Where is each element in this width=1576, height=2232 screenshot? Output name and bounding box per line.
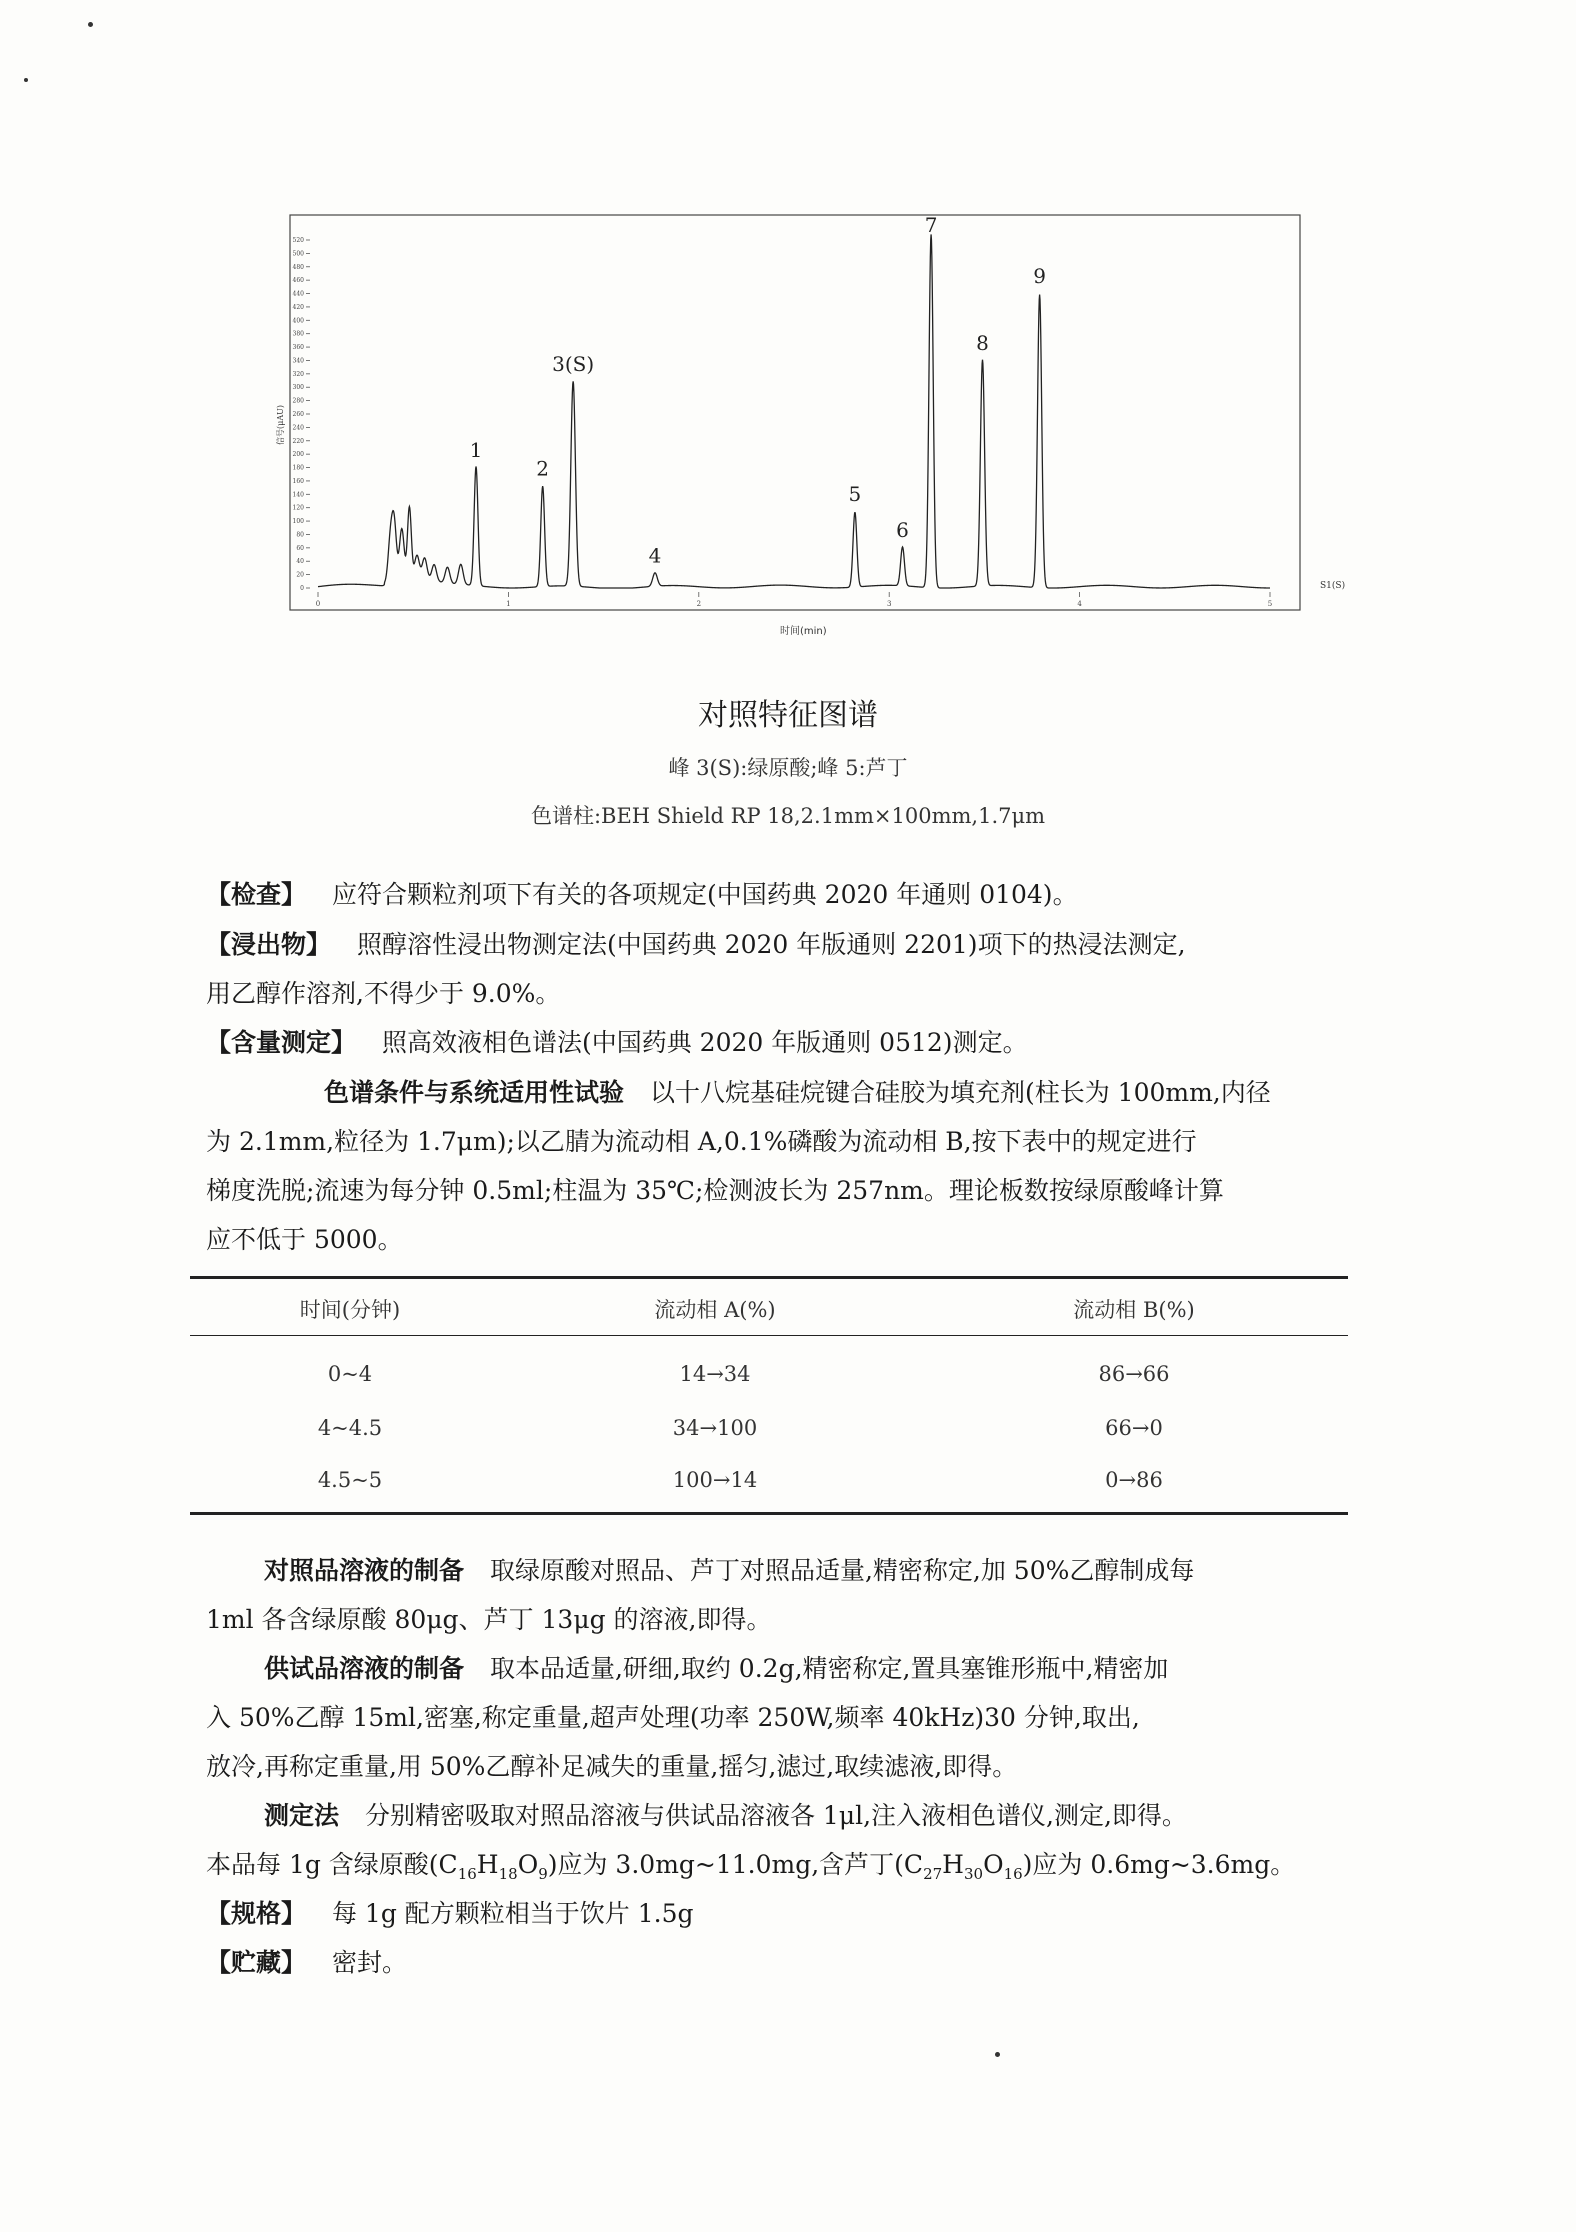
peak-labels	[470, 213, 1046, 568]
method-heading: 测定法	[264, 1801, 340, 1830]
peak-label: 6	[896, 518, 909, 543]
x-tick-label: 5	[1267, 600, 1273, 608]
y-tick-label: 240	[292, 424, 304, 432]
conditions-text-4: 应不低于 5000。	[206, 1225, 403, 1254]
check-text: 应符合颗粒剂项下有关的各项规定(中国药典 2020 年通则 0104)。	[331, 880, 1078, 909]
trace-label: S1(S)	[1320, 581, 1346, 591]
table-row	[190, 1402, 1348, 1454]
y-tick-label: 460	[292, 277, 304, 285]
y-tick-label: 500	[292, 250, 304, 258]
y-tick-label: 340	[292, 357, 304, 365]
storage-heading: 【贮藏】	[206, 1948, 307, 1977]
y-tick-label: 400	[292, 317, 304, 325]
y-tick-label: 80	[296, 531, 304, 539]
scan-speck	[995, 2052, 1000, 2057]
section-assay	[206, 1018, 1356, 1067]
scan-speck	[88, 22, 93, 27]
assay-heading: 【含量测定】	[206, 1028, 357, 1057]
conditions-text: 以十八烷基硅烷键合硅胶为填充剂(柱长为 100mm,内径	[649, 1078, 1271, 1107]
table-header-cell: 时间(分钟)	[299, 1298, 401, 1322]
y-axis-label: 信号(μAU)	[276, 405, 285, 445]
table-cell: 34→100	[672, 1416, 758, 1440]
peak-label: 4	[648, 543, 662, 568]
test-solution-heading: 供试品溶液的制备	[264, 1654, 465, 1683]
table-cell: 4.5~5	[317, 1468, 383, 1492]
content-text: 本品每 1g 含绿原酸$(C_{16}H_{18}O_9)$应为 3.0mg~11.0mg,含芦丁$(C_{27}H_{30}O_{16})$应为 0.6mg~3.6mg。	[206, 1850, 1296, 1883]
table-cell: 14→34	[679, 1362, 751, 1386]
section-check	[206, 870, 1356, 919]
table-cell: 0→86	[1105, 1468, 1163, 1492]
peak-label: 8	[976, 330, 989, 355]
peak-label: 3(S)	[552, 352, 595, 377]
chromatogram-trace	[318, 234, 1270, 588]
y-tick-label: 480	[292, 263, 304, 271]
ref-solution-text-2: 1ml 各含绿原酸 80μg、芦丁 13μg 的溶液,即得。	[206, 1605, 772, 1634]
y-tick-label: 140	[292, 491, 304, 499]
x-tick-label: 2	[696, 600, 702, 608]
y-tick-label: 160	[292, 477, 304, 485]
table-header-cell: 流动相 B(%)	[1073, 1298, 1195, 1322]
storage-text: 密封。	[331, 1948, 407, 1977]
x-tick-label: 4	[1077, 600, 1082, 608]
y-tick-label: 360	[292, 344, 304, 352]
test-solution-text-3: 放冷,再称定重量,用 50%乙醇补足减失的重量,摇匀,滤过,取续滤液,即得。	[206, 1752, 1018, 1781]
table-cell: 66→0	[1105, 1416, 1163, 1440]
y-tick-label: 100	[292, 518, 304, 526]
y-tick-label: 440	[292, 290, 304, 298]
conditions-text-3: 梯度洗脱;流速为每分钟 0.5ml;柱温为 35℃;检测波长为 257nm。理论板数按绿原酸峰计算	[206, 1176, 1224, 1205]
method-text: 分别精密吸取对照品溶液与供试品溶液各 1μl,注入液相色谱仪,测定,即得。	[364, 1801, 1187, 1830]
extract-text: 照醇溶性浸出物测定法(中国药典 2020 年版通则 2201)项下的热浸法测定,	[356, 930, 1186, 959]
chart-frame	[290, 215, 1300, 610]
peak-label: 2	[536, 456, 550, 481]
chromatogram-chart	[270, 210, 1346, 620]
table-cell: 86→66	[1098, 1362, 1170, 1386]
peak-label: 7	[924, 213, 938, 237]
section-spec	[206, 1889, 1356, 1938]
y-tick-label: 40	[296, 558, 304, 566]
section-method	[206, 1791, 1356, 1899]
table-cell: 4~4.5	[317, 1416, 383, 1440]
section-storage	[206, 1938, 1356, 1987]
extract-heading: 【浸出物】	[206, 930, 332, 959]
ref-solution-text: 取绿原酸对照品、芦丁对照品适量,精密称定,加 50%乙醇制成每	[489, 1556, 1195, 1585]
y-tick-label: 220	[292, 437, 304, 445]
gradient-table	[190, 1276, 1348, 1515]
x-tick-label: 3	[886, 600, 892, 608]
table-cell: 0~4	[327, 1362, 373, 1386]
section-test-solution	[206, 1644, 1356, 1791]
x-axis-title: 时间(min)	[780, 626, 827, 637]
y-axis	[293, 237, 310, 592]
y-tick-label: 0	[300, 585, 304, 592]
assay-text: 照高效液相色谱法(中国药典 2020 年版通则 0512)测定。	[381, 1028, 1028, 1057]
y-tick-label: 60	[296, 544, 304, 552]
x-axis	[316, 592, 1272, 608]
y-tick-label: 280	[292, 397, 304, 405]
y-tick-label: 120	[292, 504, 304, 512]
figure-caption-column: 色谱柱:BEH Shield RP 18,2.1mm×100mm,1.7μm	[530, 804, 1046, 828]
extract-text-2: 用乙醇作溶剂,不得少于 9.0%。	[206, 979, 561, 1008]
y-tick-label: 260	[292, 411, 304, 418]
test-solution-text: 取本品适量,研细,取约 0.2g,精密称定,置具塞锥形瓶中,精密加	[489, 1654, 1169, 1683]
y-tick-label: 320	[292, 370, 304, 378]
table-row	[190, 1346, 1348, 1402]
table-header-row	[190, 1283, 1348, 1335]
y-tick-label: 20	[296, 571, 304, 579]
x-tick-label: 1	[506, 600, 511, 608]
table-row	[190, 1454, 1348, 1506]
section-extract	[206, 920, 1356, 1018]
y-tick-label: 520	[292, 237, 304, 244]
x-tick-label: 0	[315, 600, 321, 608]
y-tick-label: 300	[292, 384, 304, 392]
y-tick-label: 180	[292, 464, 304, 472]
spec-heading: 【规格】	[206, 1899, 307, 1928]
y-tick-label: 380	[292, 330, 304, 338]
ref-solution-heading: 对照品溶液的制备	[264, 1556, 465, 1585]
section-conditions	[206, 1068, 1356, 1264]
conditions-text-2: 为 2.1mm,粒径为 1.7μm);以乙腈为流动相 A,0.1%磷酸为流动相 B,按下表中的规定进行	[206, 1127, 1197, 1156]
figure-caption-peaks: 峰 3(S):绿原酸;峰 5:芦丁	[668, 756, 908, 780]
peak-label: 5	[848, 482, 862, 507]
y-tick-label: 420	[292, 303, 304, 311]
peak-label: 1	[469, 437, 483, 462]
spec-text: 每 1g 配方颗粒相当于饮片 1.5g	[331, 1899, 694, 1928]
table-cell: 100→14	[672, 1468, 758, 1492]
figure-title: 对照特征图谱	[698, 698, 878, 733]
peak-label: 9	[1033, 263, 1046, 288]
table-header-cell: 流动相 A(%)	[654, 1298, 776, 1322]
section-ref-solution	[206, 1546, 1356, 1644]
check-heading: 【检查】	[206, 880, 307, 909]
scan-speck	[24, 78, 28, 82]
conditions-heading: 色谱条件与系统适用性试验	[324, 1078, 625, 1107]
y-tick-label: 200	[292, 451, 304, 459]
test-solution-text-2: 入 50%乙醇 15ml,密塞,称定重量,超声处理(功率 250W,频率 40kHz)30 分钟,取出,	[206, 1703, 1140, 1732]
